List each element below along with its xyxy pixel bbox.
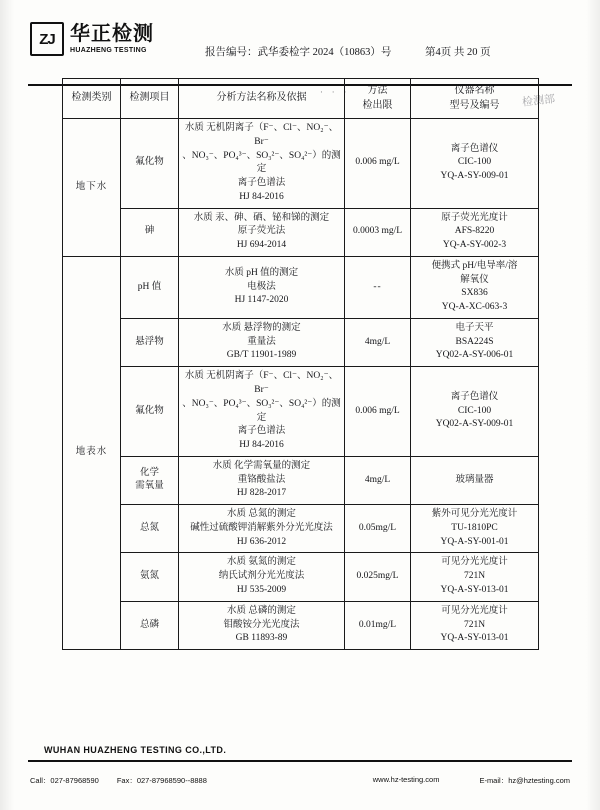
method-cell — [179, 367, 345, 457]
instrument-line: 721N — [463, 619, 486, 630]
table-header-row — [63, 79, 539, 119]
category-cell: 地下水 — [63, 119, 121, 257]
table-row — [63, 601, 539, 649]
footer-email[interactable]: E-mail：hz@hztesting.com — [479, 776, 570, 785]
instrument-line: SX836 — [461, 288, 488, 299]
method-line: 纳氏试剂分光光度法 — [218, 571, 305, 582]
method-cell — [179, 119, 345, 209]
stamp-annotation: 检测部 — [521, 92, 556, 109]
table-row — [63, 553, 539, 601]
method-line: 碱性过硫酸钾消解紫外分光光度法 — [190, 522, 333, 533]
method-cell — [179, 208, 345, 256]
instrument-cell — [411, 318, 539, 366]
item-cell: 砷 — [121, 208, 179, 256]
instrument-line: 紫外可见分光光度计 — [431, 509, 518, 520]
footer-company-name: WUHAN HUAZHENG TESTING CO.,LTD. — [44, 745, 227, 755]
column-header-item: 检测项目 — [121, 79, 179, 119]
table-row — [63, 456, 539, 504]
footer-divider — [28, 760, 572, 762]
footer-fax: Fax：027-87968590--8888 — [116, 776, 207, 785]
column-header-instrument-line2: 型号及编号 — [449, 99, 500, 111]
logo-mark-icon: ZJ — [30, 22, 64, 56]
limit-cell: 4mg/L — [345, 318, 411, 366]
column-header-limit-line2: 检出限 — [362, 99, 393, 111]
page-header — [0, 22, 600, 70]
limit-cell: 4mg/L — [345, 456, 411, 504]
method-line: 离子色谱法 — [237, 426, 286, 437]
scan-edge-right — [586, 0, 600, 810]
method-line: 重量法 — [247, 336, 276, 347]
instrument-line: 便携式 pH/电导率/溶 — [431, 260, 518, 271]
handwritten-note-1: · · · — [320, 88, 350, 98]
method-line: 水质 无机阴离子（F⁻、Cl⁻、NO₂⁻、Br⁻ — [184, 123, 339, 147]
instrument-line: YQ02-A-SY-006-01 — [435, 350, 514, 361]
instrument-line: BSA224S — [455, 336, 494, 347]
table-row — [63, 256, 539, 318]
instrument-line: YQ-A-SY-013-01 — [440, 633, 509, 644]
method-line: 水质 氨氮的测定 — [227, 557, 296, 568]
method-line: 水质 无机阴离子（F⁻、Cl⁻、NO₂⁻、Br⁻ — [184, 371, 339, 396]
instrument-cell — [411, 553, 539, 601]
method-line: 、NO₃⁻、PO₄³⁻、SO₃²⁻、SO₄²⁻）的测定 — [182, 150, 341, 175]
instrument-line: AFS-8220 — [454, 226, 495, 237]
instrument-cell — [411, 208, 539, 256]
item-cell: 氟化物 — [121, 367, 179, 457]
item-line: 化学 — [139, 467, 159, 478]
method-cell — [179, 318, 345, 366]
page-number: 第4页 共 20 页 — [425, 47, 491, 58]
method-line: 水质 总氮的测定 — [227, 509, 296, 520]
item-cell: 悬浮物 — [121, 318, 179, 366]
instrument-line: 电子天平 — [455, 322, 494, 333]
limit-cell: -- — [345, 256, 411, 318]
method-line: 、NO₃⁻、PO₄³⁻、SO₃²⁻、SO₄²⁻）的测定 — [182, 398, 341, 423]
instrument-cell — [411, 505, 539, 553]
company-logo — [30, 22, 154, 56]
instrument-line: CIC-100 — [457, 405, 492, 416]
item-cell: 总磷 — [121, 601, 179, 649]
method-line: HJ 1147-2020 — [234, 295, 289, 306]
limit-cell: 0.05mg/L — [345, 505, 411, 553]
item-cell: 总氮 — [121, 505, 179, 553]
instrument-line: 玻璃量器 — [455, 474, 494, 485]
footer-phone: Call：027-87968590 — [30, 776, 99, 785]
method-line: 原子荧光法 — [237, 226, 286, 237]
instrument-line: YQ-A-SY-009-01 — [440, 171, 509, 182]
instrument-line: 721N — [463, 571, 486, 582]
instrument-cell — [411, 456, 539, 504]
limit-cell: 0.025mg/L — [345, 553, 411, 601]
method-line: 重铬酸盐法 — [237, 474, 286, 485]
category-cell: 地表水 — [63, 256, 121, 649]
table-row — [63, 208, 539, 256]
method-line: 水质 汞、砷、硒、铋和锑的测定 — [193, 212, 330, 223]
method-line: 电极法 — [247, 281, 276, 292]
method-line: 水质 悬浮物的测定 — [222, 322, 301, 333]
instrument-line: 原子荧光光度计 — [441, 212, 508, 223]
instrument-cell — [411, 601, 539, 649]
method-cell — [179, 456, 345, 504]
instrument-line: 可见分光光度计 — [441, 605, 508, 616]
instrument-cell — [411, 367, 539, 457]
item-cell — [121, 456, 179, 504]
method-line: HJ 636-2012 — [236, 536, 287, 547]
instrument-line: CIC-100 — [457, 157, 492, 168]
instrument-line: YQ-A-SY-002-3 — [442, 240, 507, 251]
item-line: 需氧量 — [135, 481, 164, 492]
footer-contact-row — [30, 775, 570, 786]
item-cell: 氟化物 — [121, 119, 179, 209]
method-line: 钼酸铵分光光度法 — [223, 619, 300, 630]
instrument-line: YQ-A-SY-001-01 — [440, 536, 509, 547]
method-line: 水质 pH 值的测定 — [224, 267, 299, 278]
report-number: 报告编号：武华委检字 2024（10863）号 — [205, 47, 392, 58]
method-cell — [179, 256, 345, 318]
instrument-line: 离子色谱仪 — [450, 391, 499, 402]
instrument-line: 解氧仪 — [460, 274, 489, 285]
table-row — [63, 367, 539, 457]
column-header-instrument — [411, 79, 539, 119]
column-header-instrument-line1: 仪器名称 — [454, 85, 495, 96]
method-line: 离子色谱法 — [237, 178, 286, 189]
method-line: 水质 化学需氧量的测定 — [212, 460, 311, 471]
method-line: 水质 总磷的测定 — [227, 605, 296, 616]
method-line: HJ 84-2016 — [239, 191, 284, 202]
limit-cell: 0.006 mg/L — [345, 119, 411, 209]
table-row — [63, 318, 539, 366]
column-header-category: 检测类别 — [63, 79, 121, 119]
method-cell — [179, 601, 345, 649]
instrument-cell — [411, 119, 539, 209]
limit-cell: 0.0003 mg/L — [345, 208, 411, 256]
method-line: HJ 84-2016 — [239, 440, 284, 451]
item-cell: 氨氮 — [121, 553, 179, 601]
instrument-line: 可见分光光度计 — [441, 557, 508, 568]
instrument-line: YQ02-A-SY-009-01 — [435, 419, 514, 430]
item-cell: pH 值 — [121, 256, 179, 318]
column-header-method: 分析方法名称及依据 — [179, 79, 345, 119]
scan-edge-left — [0, 0, 14, 810]
limit-cell: 0.006 mg/L — [345, 367, 411, 457]
instrument-line: 离子色谱仪 — [450, 143, 499, 154]
logo-english-name: HUAZHENG TESTING — [70, 46, 147, 54]
method-line: HJ 828-2017 — [236, 488, 287, 499]
footer-website[interactable]: www.hz-testing.com — [372, 775, 440, 784]
table-row — [63, 505, 539, 553]
logo-chinese-name: 华正检测 — [70, 22, 154, 45]
method-cell — [179, 505, 345, 553]
method-line: GB 11893-89 — [235, 633, 288, 644]
method-line: HJ 535-2009 — [236, 584, 287, 595]
table-row — [63, 119, 539, 209]
method-line: HJ 694-2014 — [236, 240, 287, 251]
instrument-line: YQ-A-SY-013-01 — [440, 584, 509, 595]
instrument-line: YQ-A-XC-063-3 — [441, 302, 508, 313]
column-header-limit — [345, 79, 411, 119]
instrument-line: TU-1810PC — [451, 522, 498, 533]
column-header-limit-line1: 方法 — [367, 85, 388, 96]
logo-text — [70, 24, 154, 54]
method-line: GB/T 11901-1989 — [226, 350, 297, 361]
limit-cell: 0.01mg/L — [345, 601, 411, 649]
method-cell — [179, 553, 345, 601]
test-methods-table — [62, 78, 539, 650]
instrument-cell — [411, 256, 539, 318]
